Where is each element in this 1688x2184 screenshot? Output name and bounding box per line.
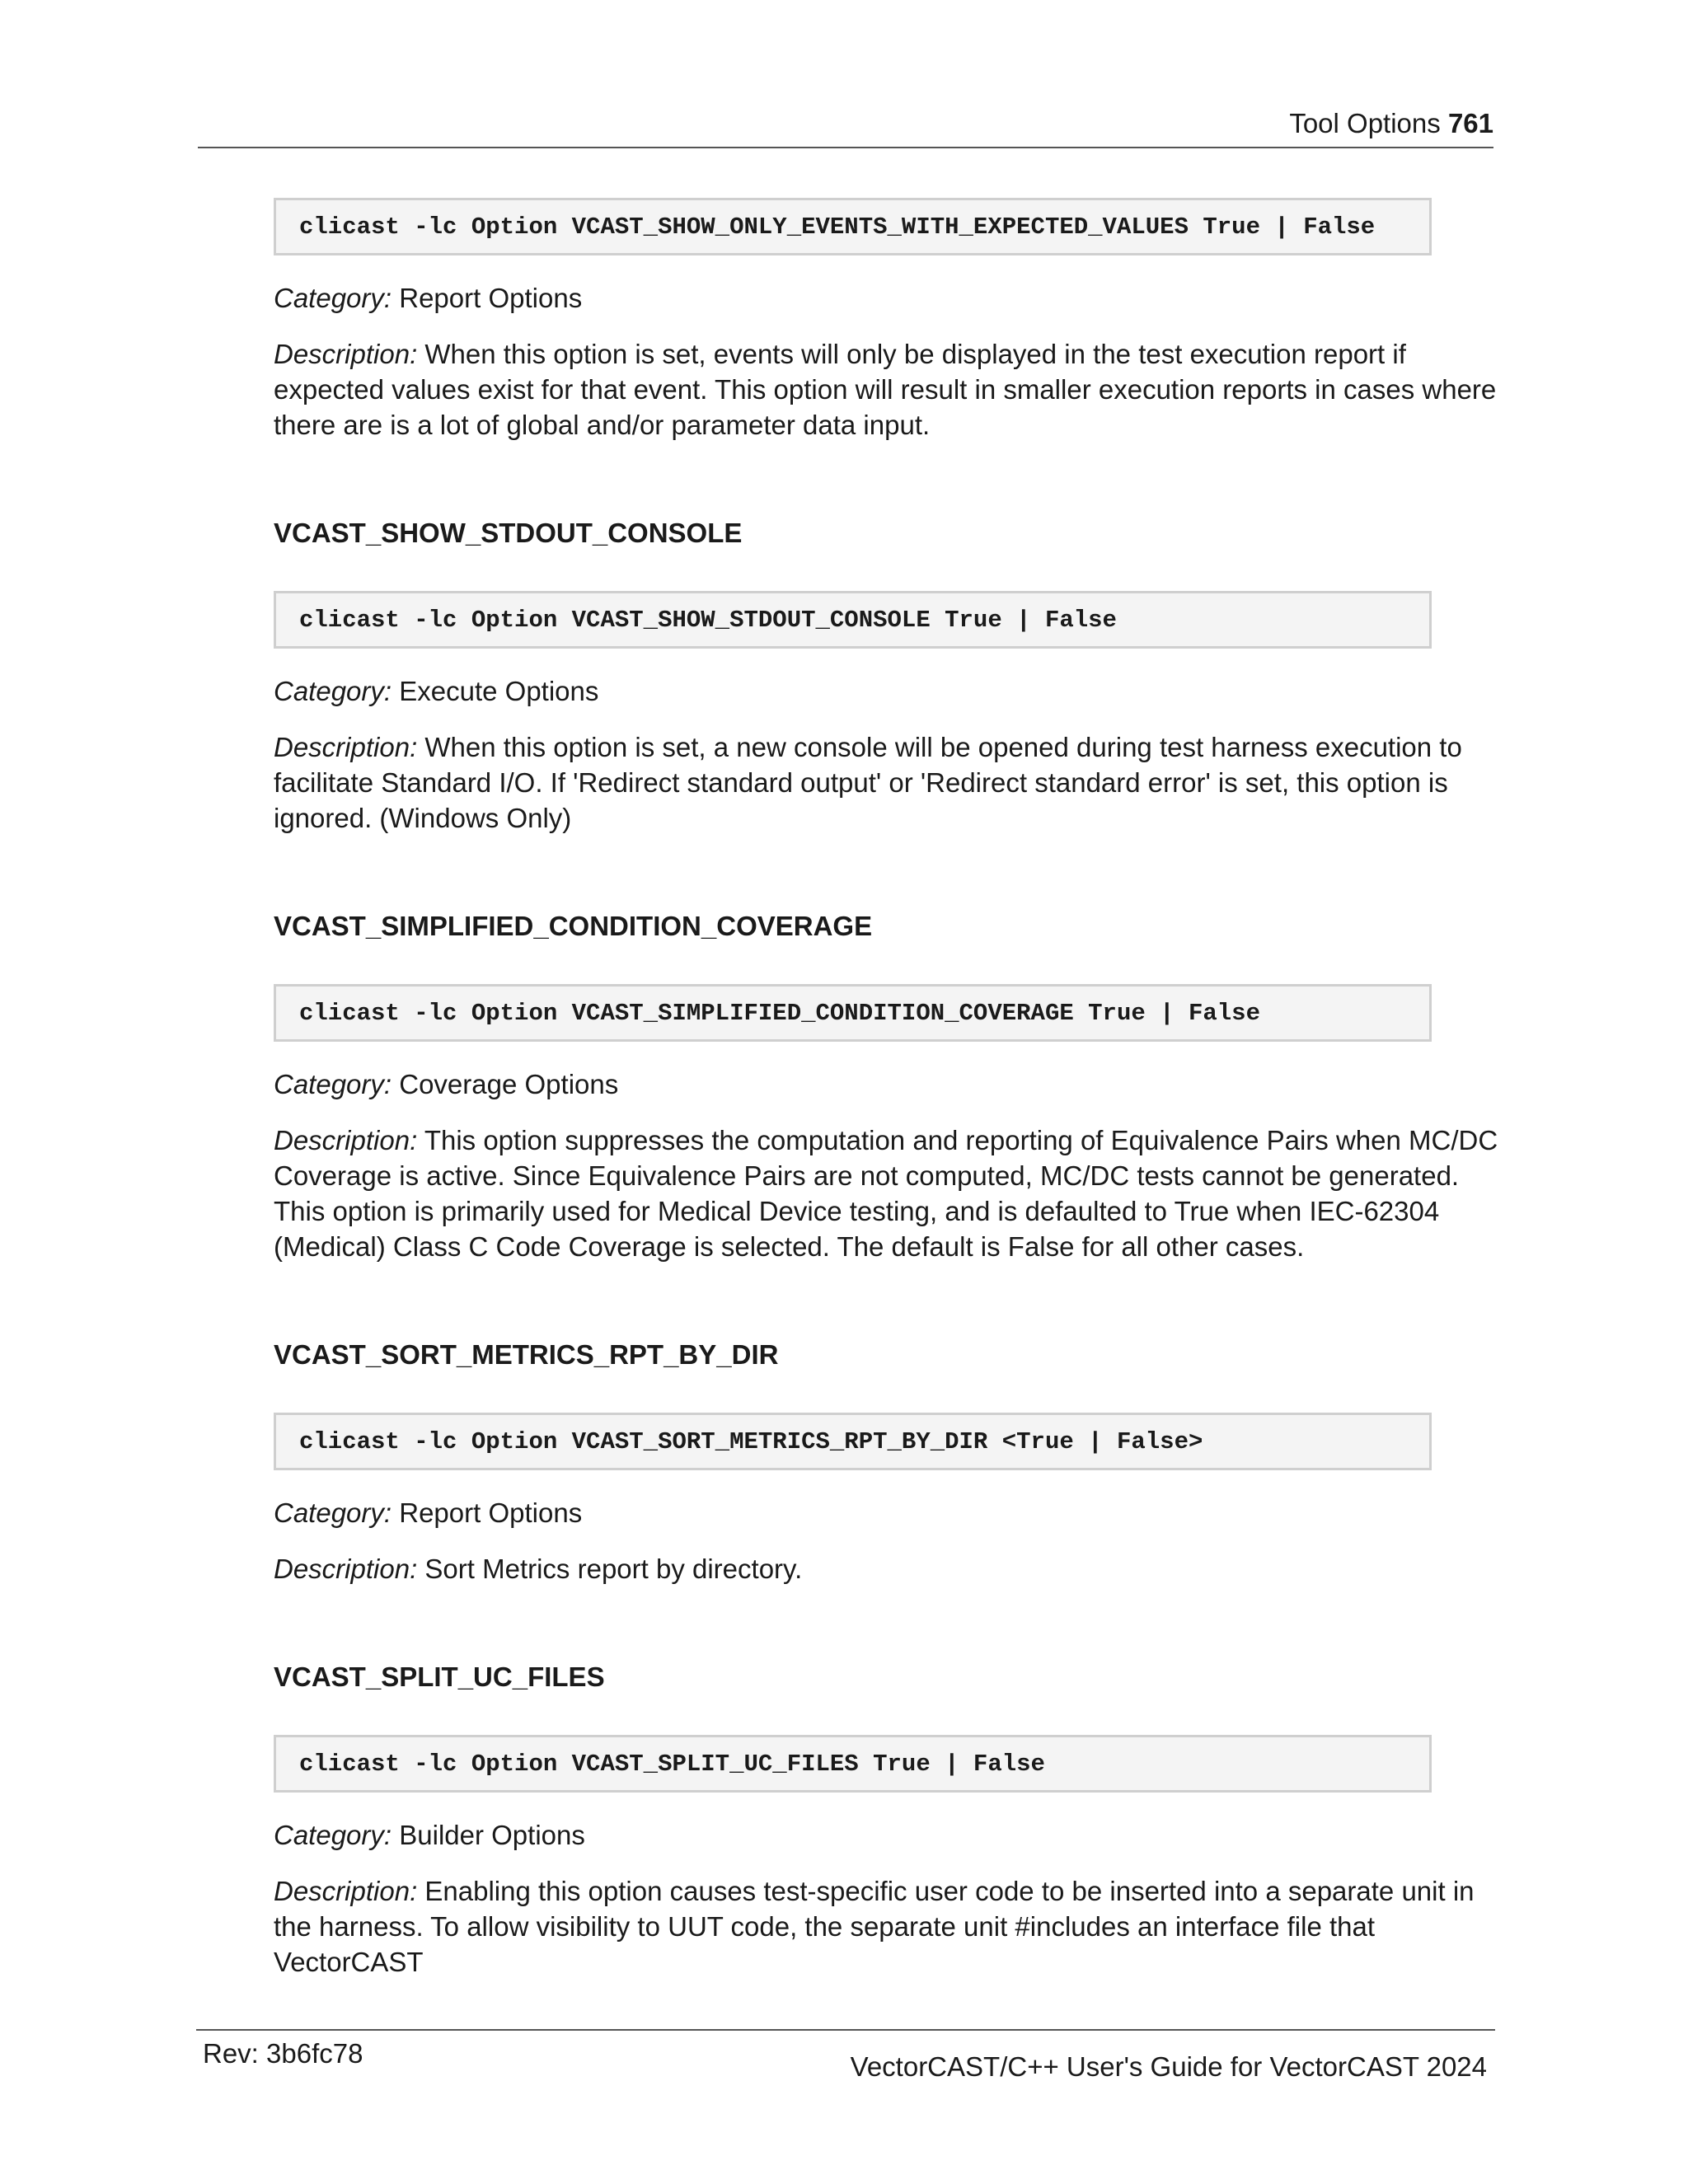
description-line	[274, 1551, 1502, 1586]
command-code-box: clicast -lc Option VCAST_SPLIT_UC_FILES True | False	[274, 1735, 1432, 1793]
option-heading: VCAST_SIMPLIFIED_CONDITION_COVERAGE	[274, 911, 873, 941]
category-line	[274, 280, 1502, 316]
description-text: Sort Metrics report by directory.	[424, 1554, 803, 1584]
category-line	[274, 673, 1502, 709]
description-label: Description:	[274, 1554, 418, 1584]
description-label: Description:	[274, 1876, 418, 1906]
command-code-box: clicast -lc Option VCAST_SIMPLIFIED_CONDITION_COVERAGE True | False	[274, 984, 1432, 1042]
category-value: Report Options	[399, 283, 583, 313]
description-line	[274, 1122, 1502, 1264]
option-section	[274, 198, 1502, 443]
description-line	[274, 336, 1502, 443]
option-heading: VCAST_SORT_METRICS_RPT_BY_DIR	[274, 1339, 779, 1370]
description-text: When this option is set, events will only be displayed in the test execution report if expected values exist for that event. This option will result in smaller execution reports in cases where there are is a lot of global and/or parameter data input.	[274, 339, 1497, 440]
category-line	[274, 1066, 1502, 1102]
running-header	[1289, 107, 1493, 140]
category-line	[274, 1495, 1502, 1530]
option-section	[274, 1661, 1502, 1980]
option-section	[274, 910, 1502, 1264]
category-label: Category:	[274, 1820, 392, 1850]
category-value: Coverage Options	[399, 1069, 619, 1099]
category-value: Report Options	[399, 1497, 583, 1528]
page-content	[274, 198, 1502, 1980]
description-label: Description:	[274, 732, 418, 762]
category-value: Builder Options	[399, 1820, 585, 1850]
description-line	[274, 729, 1502, 836]
revision-label: Rev: 3b6fc78	[203, 2038, 363, 2069]
category-label: Category:	[274, 283, 392, 313]
category-label: Category:	[274, 676, 392, 706]
option-heading: VCAST_SHOW_STDOUT_CONSOLE	[274, 518, 743, 548]
command-code-box: clicast -lc Option VCAST_SHOW_STDOUT_CONSOLE True | False	[274, 591, 1432, 649]
option-section	[274, 517, 1502, 836]
command-code-box: clicast -lc Option VCAST_SHOW_ONLY_EVENTS_WITH_EXPECTED_VALUES True | False	[274, 198, 1432, 255]
description-text: Enabling this option causes test-specific user code to be inserted into a separate unit in the harness. To allow visibility to UUT code, the separate unit #includes an interface file that VectorCAST	[274, 1876, 1475, 1977]
page-footer	[196, 2029, 1495, 2095]
description-label: Description:	[274, 1125, 418, 1155]
command-code-box: clicast -lc Option VCAST_SORT_METRICS_RPT_BY_DIR <True | False>	[274, 1413, 1432, 1470]
description-text: This option suppresses the computation and reporting of Equivalence Pairs when MC/DC Coverage is active. Since Equivalence Pairs are not computed, MC/DC tests cannot be generated. This option is primarily used for Medical Device testing, and is defaulted to True when IEC-62304 (Medical) Class C Code Coverage is selected. The default is False for all other cases.	[274, 1125, 1498, 1262]
page-header	[198, 102, 1493, 148]
guide-title: VectorCAST/C++ User's Guide for VectorCAST 2024	[850, 2051, 1487, 2082]
option-section	[274, 1338, 1502, 1586]
description-line	[274, 1873, 1502, 1980]
description-text: When this option is set, a new console will be opened during test harness execution to facilitate Standard I/O. If 'Redirect standard output' or 'Redirect standard error' is set, this option is ignored. (Windows Only)	[274, 732, 1462, 833]
category-label: Category:	[274, 1069, 392, 1099]
category-label: Category:	[274, 1497, 392, 1528]
category-value: Execute Options	[399, 676, 599, 706]
description-label: Description:	[274, 339, 418, 369]
page-number: 761	[1447, 108, 1493, 138]
option-heading: VCAST_SPLIT_UC_FILES	[274, 1661, 605, 1692]
category-line	[274, 1817, 1502, 1853]
header-section-title: Tool Options	[1289, 108, 1441, 138]
